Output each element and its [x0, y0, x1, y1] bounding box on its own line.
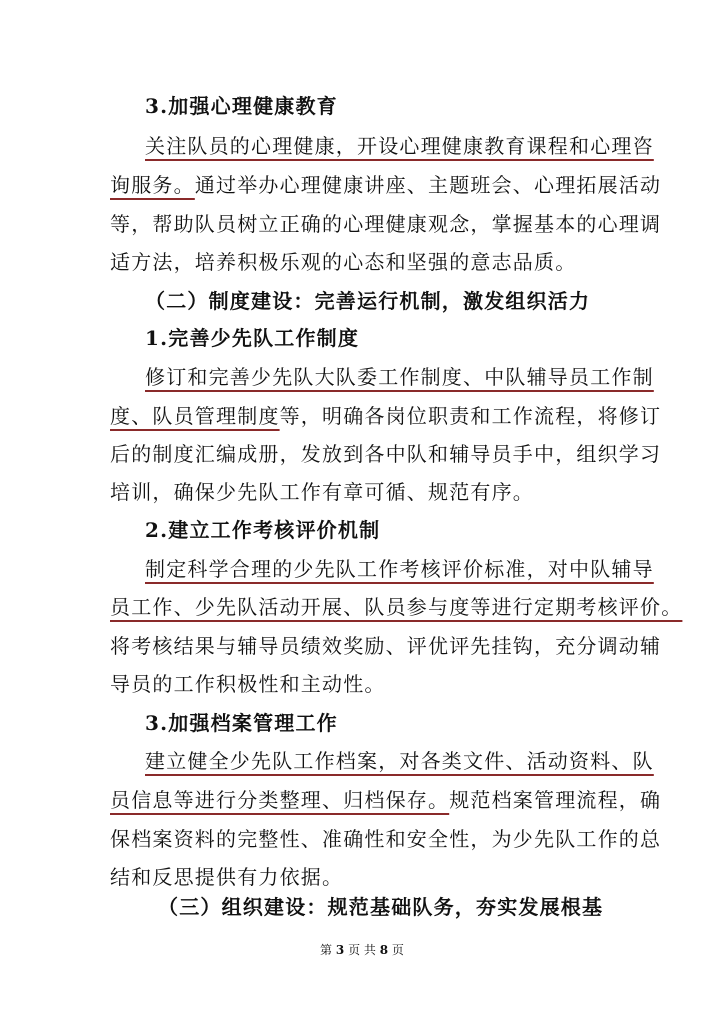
underlined-text: 建立健全少先队工作档案，对各类文件、活动资料、队	[145, 749, 654, 773]
paragraph-line	[145, 360, 654, 394]
paragraph-line	[145, 552, 654, 586]
underlined-text: 员信息等进行分类整理、归档保存。	[110, 788, 450, 812]
part-heading-organization-building: （三）组织建设：规范基础队务，夯实发展根基	[158, 895, 604, 919]
paragraph-line: 适方法，培养积极乐观的心态和坚强的意志品质。	[110, 250, 577, 274]
section-heading-archive: 3.加强档案管理工作	[145, 711, 338, 735]
paragraph-line	[145, 744, 654, 778]
paragraph-line: 后的制度汇编成册，发放到各中队和辅导员手中，组织学习	[110, 442, 662, 466]
underlined-text: 员工作、少先队活动开展、队员参与度等进行定期考核评价。	[110, 595, 683, 619]
footer-suffix: 页	[391, 943, 404, 957]
paragraph-line: 培训，确保少先队工作有章可循、规范有序。	[110, 480, 534, 504]
footer-page-number: 3	[335, 943, 345, 957]
paragraph-line: 保档案资料的完整性、准确性和安全性，为少先队工作的总	[110, 827, 662, 851]
paragraph-line	[110, 399, 661, 433]
paragraph-line: 结和反思提供有力依据。	[110, 865, 344, 889]
paragraph-line	[110, 168, 661, 202]
paragraph-text: 通过举办心理健康讲座、主题班会、心理拓展活动	[194, 173, 662, 197]
paragraph-line: 将考核结果与辅导员绩效奖励、评优评先挂钩，充分调动辅	[110, 634, 662, 658]
footer-total-pages: 8	[379, 943, 389, 957]
underlined-text: 度、队员管理制度	[110, 404, 280, 428]
paragraph-line: 等，帮助队员树立正确的心理健康观念，掌握基本的心理调	[110, 212, 662, 236]
underlined-text: 询服务。	[110, 173, 195, 197]
paragraph-text: 规范档案管理流程，确	[449, 788, 662, 812]
underlined-text: 修订和完善少先队大队委工作制度、中队辅导员工作制	[145, 365, 654, 389]
page-footer	[0, 942, 724, 958]
paragraph-line: 导员的工作积极性和主动性。	[110, 672, 386, 696]
part-heading-system-building: （二）制度建设：完善运行机制，激发组织活力	[145, 289, 591, 313]
paragraph-line	[110, 590, 682, 624]
section-heading-work-system: 1.完善少先队工作制度	[145, 326, 360, 350]
underlined-text: 制定科学合理的少先队工作考核评价标准，对中队辅导	[145, 557, 654, 581]
section-heading-mental-health: 3.加强心理健康教育	[145, 94, 338, 118]
footer-middle: 页 共	[348, 943, 376, 957]
footer-prefix: 第	[320, 943, 333, 957]
paragraph-text: 等，明确各岗位职责和工作流程，将修订	[279, 404, 662, 428]
underlined-text: 关注队员的心理健康，开设心理健康教育课程和心理咨	[145, 134, 654, 158]
paragraph-line	[145, 129, 654, 163]
section-heading-evaluation: 2.建立工作考核评价机制	[145, 518, 381, 542]
paragraph-line	[110, 783, 661, 817]
